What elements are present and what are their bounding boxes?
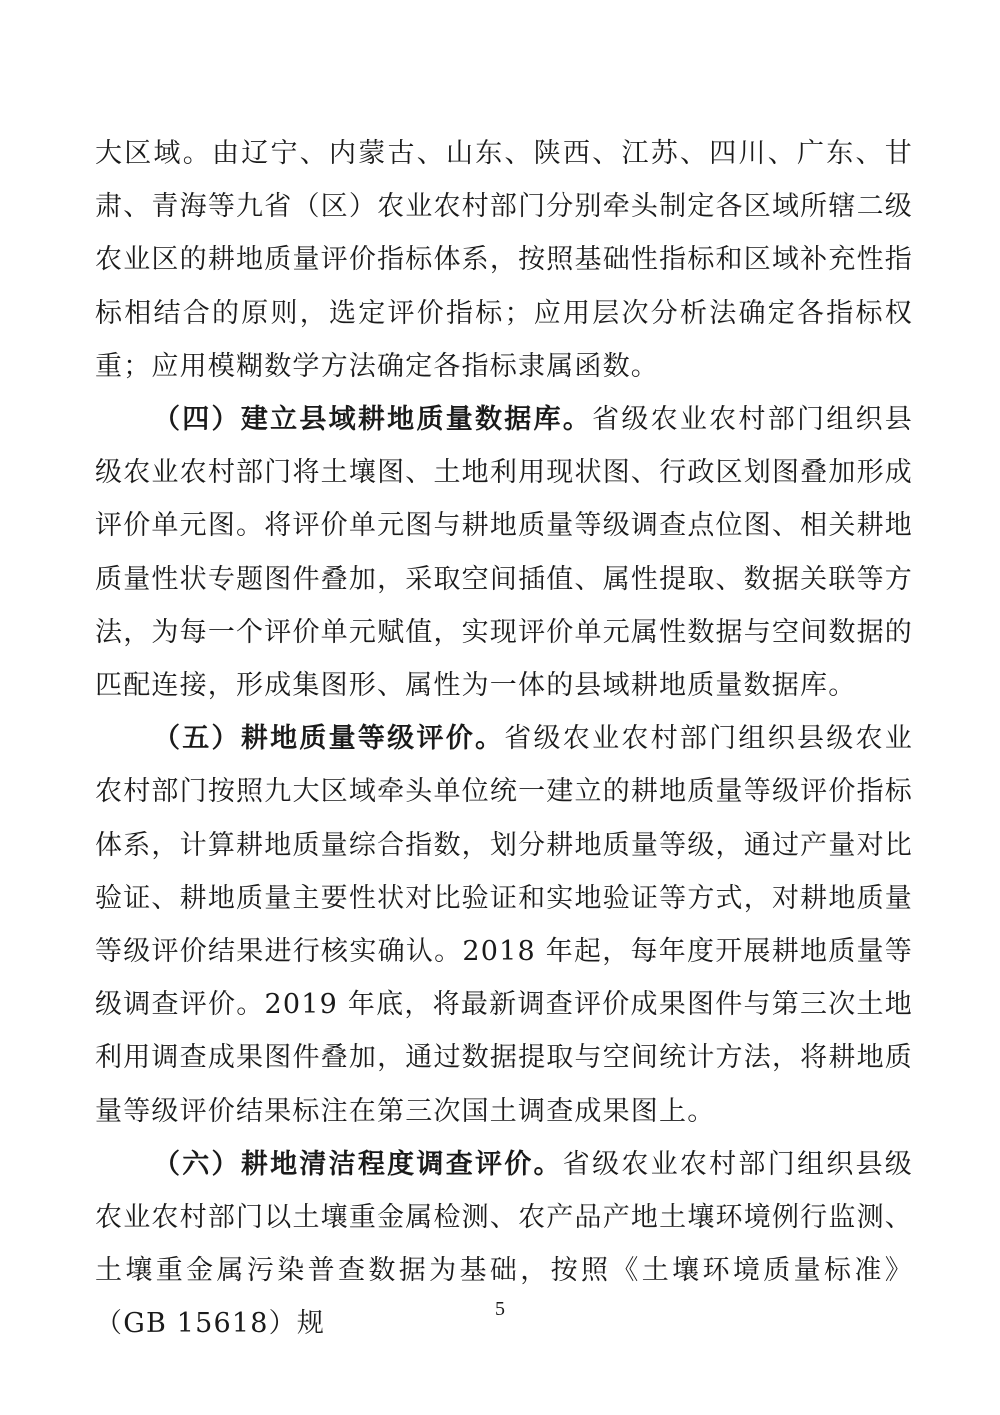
paragraph-section-5 — [95, 712, 913, 1138]
paragraph-text: 大区域。由辽宁、内蒙古、山东、陕西、江苏、四川、广东、甘肃、青海等九省（区）农业农村部门分别牵头制定各区域所辖二级农业区的耕地质量评价指标体系，按照基础性指标和区域补充性指标相结合的原则，选定评价指标；应用层次分析法确定各指标权重；应用模糊数学方法确定各指标隶属函数。 — [95, 138, 913, 382]
section-heading: （五）耕地质量等级评价。 — [153, 723, 505, 755]
page-number: 5 — [495, 1298, 505, 1320]
document-body — [95, 127, 913, 1351]
paragraph-continuation — [95, 127, 913, 393]
section-heading: （四）建立县域耕地质量数据库。 — [153, 404, 593, 436]
paragraph-text: 省级农业农村部门组织县级农业农村部门以土壤重金属检测、农产品产地土壤环境例行监测、土壤重金属污染普查数据为基础，按照《土壤环境质量标准》（GB 15618）规 — [95, 1148, 913, 1340]
paragraph-text: 省级农业农村部门组织县级农业农村部门将土壤图、土地利用现状图、行政区划图叠加形成评价单元图。将评价单元图与耕地质量等级调查点位图、相关耕地质量性状专题图件叠加，采取空间插值、属性提取、数据关联等方法，为每一个评价单元赋值，实现评价单元属性数据与空间数据的匹配连接，形成集图形、属性为一体的县域耕地质量数据库。 — [95, 404, 913, 702]
section-heading: （六）耕地清洁程度调查评价。 — [153, 1148, 563, 1180]
paragraph-text: 省级农业农村部门组织县级农业农村部门按照九大区域牵头单位统一建立的耕地质量等级评价指标体系，计算耕地质量综合指数，划分耕地质量等级，通过产量对比验证、耕地质量主要性状对比验证和实地验证等方式，对耕地质量等级评价结果进行核实确认。2018 年起，每年度开展耕地质量等级调查评价。2019 年底，将最新调查评价成果图件与第三次土地利用调查成果图件叠加，通过数据提取与空间统计方法，将耕地质量等级评价结果标注在第三次国土调查成果图上。 — [95, 723, 913, 1127]
paragraph-section-4 — [95, 393, 913, 712]
